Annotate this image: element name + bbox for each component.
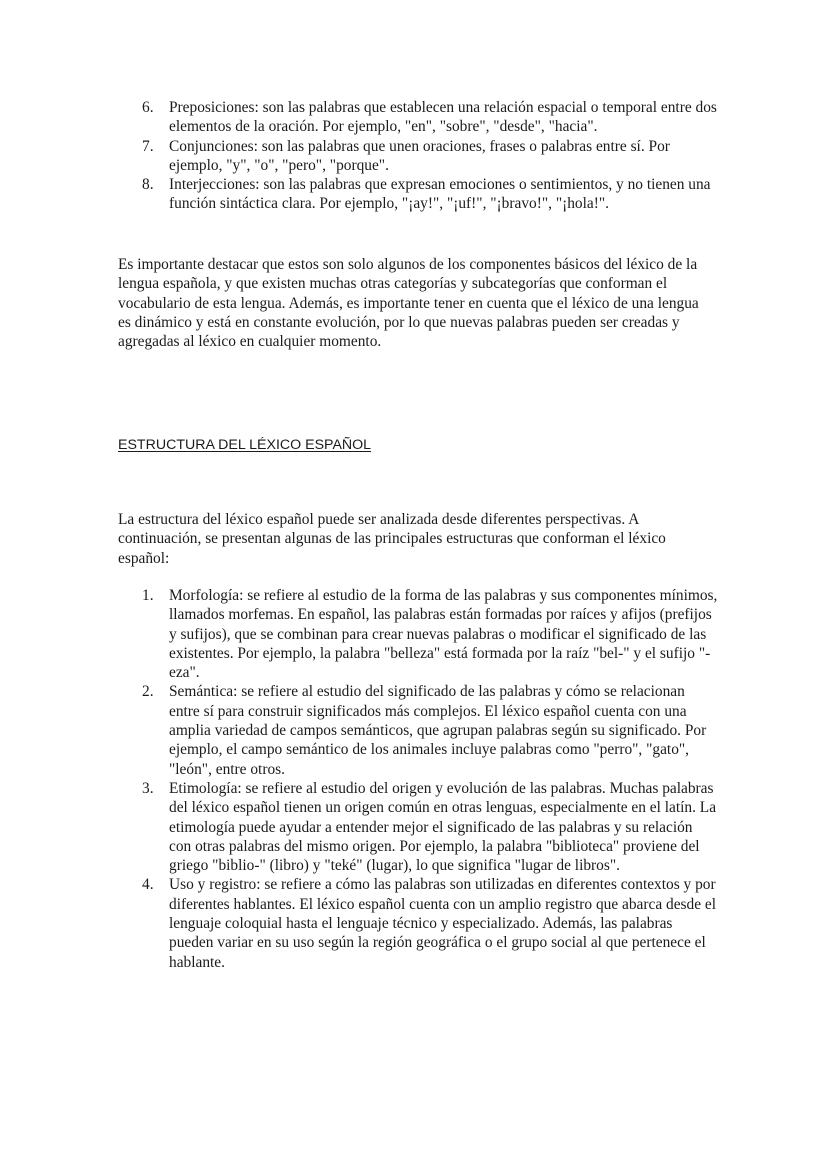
word-categories-list — [118, 98, 718, 214]
list-item-text: Interjecciones: son las palabras que expresan emociones o sentimientos, y no tienen una función sintáctica clara. Por ejemplo, "¡ay!", "¡uf!", "¡bravo!", "¡hola!". — [169, 176, 711, 213]
list-item-text: Conjunciones: son las palabras que unen oraciones, frases o palabras entre sí. Por ejemplo, "y", "o", "pero", "porque". — [169, 137, 670, 174]
list-item-number: 4. — [142, 876, 154, 894]
list-item — [118, 682, 718, 778]
list-item-number: 7. — [142, 137, 154, 155]
list-item-text: Morfología: se refiere al estudio de la forma de las palabras y sus componentes mínimos, llamados morfemas. En español, las palabras están formadas por raíces y afijos (prefijos y sufijos), que se combinan para crear nuevas palabras o modificar el significado de las existentes. Por ejemplo, la palabra "belleza" está formada por la raíz "bel-" y el sufijo "-eza". — [169, 587, 718, 682]
list-item-text: Etimología: se refiere al estudio del origen y evolución de las palabras. Muchas palabras del léxico español tienen un origen común en otras lenguas, especialmente en el latín. La etimología puede ayudar a entender mejor el significado de las palabras y su relación con otras palabras del mismo origen. Por ejemplo, la palabra "biblioteca" proviene del griego "biblio-" (libro) y "teké" (lugar), lo que significa "lugar de libros". — [169, 779, 717, 875]
list-item-number: 2. — [142, 683, 154, 701]
list-item — [118, 175, 718, 214]
list-item-text: Semántica: se refiere al estudio del significado de las palabras y cómo se relacionan entre sí para construir significados más complejos. El léxico español cuenta con una amplia variedad de campos semánticos, que agrupan palabras según su significado. Por ejemplo, el campo semántico de los animales incluye palabras como "perro", "gato", "león", entre otros. — [169, 683, 707, 778]
list-item — [118, 779, 718, 875]
lexicon-structures-list — [118, 586, 718, 972]
list-item — [118, 586, 718, 682]
list-item-number: 1. — [142, 587, 154, 604]
list-item — [118, 137, 718, 176]
list-item-number: 6. — [142, 99, 154, 116]
list-item-text: Uso y registro: se refiere a cómo las palabras son utilizadas en diferentes contextos y por diferentes hablantes. El léxico español cuenta con un amplio registro que abarca desde el lenguaje coloquial hasta el lenguaje técnico y especializado. Además, las palabras pueden variar en su uso según la región geográfica o el grupo social al que pertenece el hablante. — [169, 876, 717, 971]
paragraph-lexicon-dynamic: Es importante destacar que estos son solo algunos de los componentes básicos del léxico de la lengua española, y que existen muchas otras categorías y subcategorías que conforman el vocabulario de esta lengua. Además, es importante tener en cuenta que el léxico de una lengua es dinámico y está en constante evolución, por lo que nuevas palabras pueden ser creadas y agregadas al léxico en cualquier momento. — [118, 256, 699, 351]
list-item-text: Preposiciones: son las palabras que establecen una relación espacial o temporal entre dos elementos de la oración. Por ejemplo, "en", "sobre", "desde", "hacia". — [169, 99, 717, 136]
list-item — [118, 98, 718, 137]
list-item — [118, 875, 718, 971]
paragraph-structure-intro: La estructura del léxico español puede ser analizada desde diferentes perspectivas. A continuación, se presentan algunas de las principales estructuras que conforman el léxico español: — [118, 511, 666, 567]
list-item-number: 3. — [142, 779, 154, 797]
section-heading: ESTRUCTURA DEL LÉXICO ESPAÑOL — [118, 437, 372, 453]
list-item-number: 8. — [142, 176, 154, 194]
